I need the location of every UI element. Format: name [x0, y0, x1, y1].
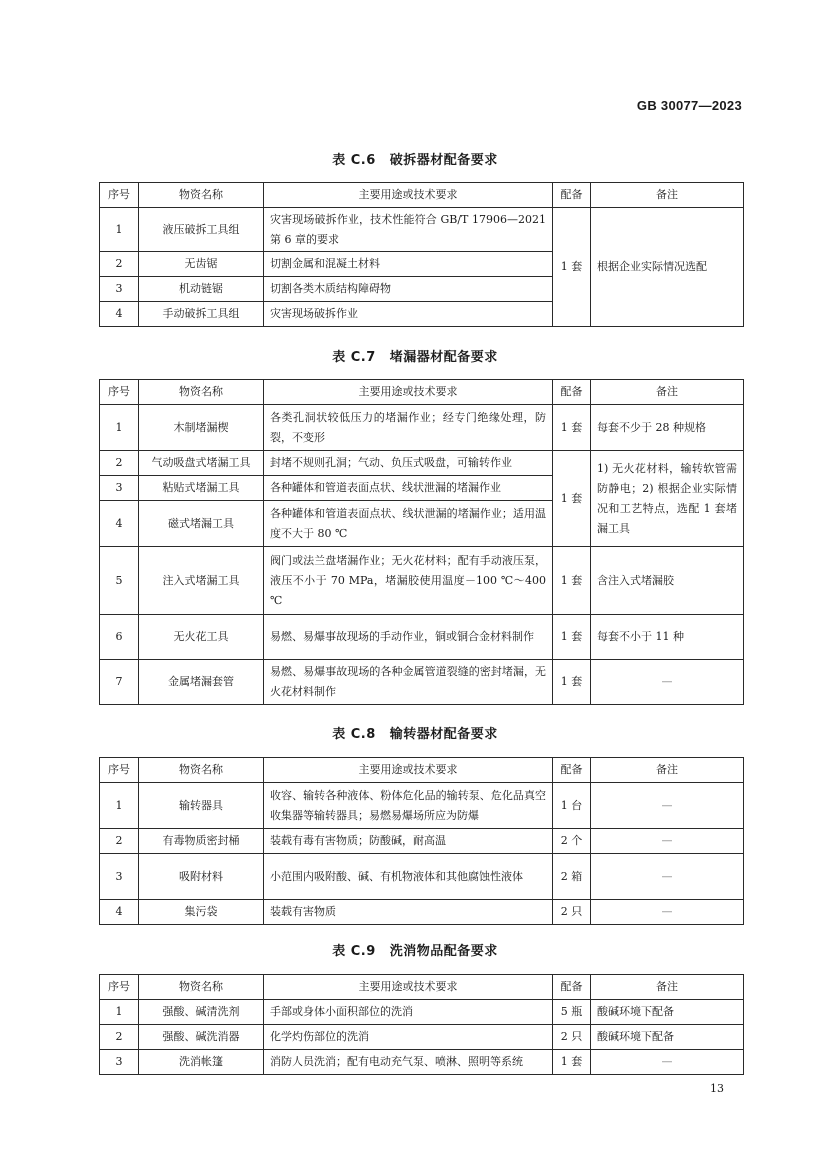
- row-use: 灾害现场破拆作业，技术性能符合 GB/T 17906—2021 第 6 章的要求: [264, 208, 553, 252]
- col-header-name: 物资名称: [139, 758, 264, 783]
- row-no: 2: [100, 829, 139, 854]
- row-no: 3: [100, 277, 139, 302]
- row-note: —: [591, 1050, 744, 1075]
- table-c8-title: 输转器材配备要求: [389, 727, 498, 742]
- row-qty: 1 套: [553, 615, 591, 660]
- row-use: 切割各类木质结构障碍物: [264, 277, 553, 302]
- col-header-qty: 配备: [553, 183, 591, 208]
- row-name: 吸附材料: [139, 854, 264, 900]
- col-header-note: 备注: [591, 758, 744, 783]
- table-row: [100, 615, 744, 660]
- row-name: 机动链锯: [139, 277, 264, 302]
- row-note: 每套不小于 11 种: [591, 615, 744, 660]
- table-row: [100, 1025, 744, 1050]
- row-name: 有毒物质密封桶: [139, 829, 264, 854]
- row-use: 灾害现场破拆作业: [264, 302, 553, 327]
- row-no: 1: [100, 208, 139, 252]
- row-no: 3: [100, 854, 139, 900]
- row-name: 木制堵漏楔: [139, 405, 264, 451]
- row-qty: 2 只: [553, 900, 591, 925]
- row-qty: 1 套: [553, 660, 591, 705]
- table-c7-title: 堵漏器材配备要求: [389, 350, 498, 365]
- row-no: 6: [100, 615, 139, 660]
- table-row: [100, 783, 744, 829]
- row-qty: 5 瓶: [553, 1000, 591, 1025]
- row-use: 小范围内吸附酸、碱、有机物液体和其他腐蚀性液体: [264, 854, 553, 900]
- row-name: 注入式堵漏工具: [139, 547, 264, 615]
- row-use: 易燃、易爆事故现场的手动作业，铜或铜合金材料制作: [264, 615, 553, 660]
- row-name: 强酸、碱清洗剂: [139, 1000, 264, 1025]
- col-header-use: 主要用途或技术要求: [264, 975, 553, 1000]
- row-no: 4: [100, 501, 139, 547]
- col-header-no: 序号: [100, 758, 139, 783]
- row-no: 4: [100, 302, 139, 327]
- row-no: 7: [100, 660, 139, 705]
- row-no: 3: [100, 1050, 139, 1075]
- row-use: 各种罐体和管道表面点状、线状泄漏的堵漏作业；适用温度不大于 80 ℃: [264, 501, 553, 547]
- row-note: 1) 无火花材料，输转软管需防静电；2) 根据企业实际情况和工艺特点，选配 1 套堵漏工具: [591, 451, 744, 547]
- row-no: 5: [100, 547, 139, 615]
- row-name: 强酸、碱洗消器: [139, 1025, 264, 1050]
- row-no: 2: [100, 252, 139, 277]
- table-row: [100, 1000, 744, 1025]
- row-name: 集污袋: [139, 900, 264, 925]
- row-use: 阀门或法兰盘堵漏作业；无火花材料；配有手动液压泵，液压不小于 70 MPa，堵漏胶使用温度－100 ℃～400 ℃: [264, 547, 553, 615]
- row-name: 金属堵漏套管: [139, 660, 264, 705]
- table-row: [100, 451, 744, 476]
- table-header-row: [100, 975, 744, 1000]
- row-name: 无齿锯: [139, 252, 264, 277]
- table-c9: [99, 974, 744, 1075]
- row-name: 气动吸盘式堵漏工具: [139, 451, 264, 476]
- row-qty: 1 套: [553, 405, 591, 451]
- col-header-use: 主要用途或技术要求: [264, 183, 553, 208]
- col-header-use: 主要用途或技术要求: [264, 380, 553, 405]
- row-no: 2: [100, 451, 139, 476]
- row-use: 各种罐体和管道表面点状、线状泄漏的堵漏作业: [264, 476, 553, 501]
- table-row: [100, 829, 744, 854]
- table-row: [100, 900, 744, 925]
- row-name: 输转器具: [139, 783, 264, 829]
- table-header-row: [100, 380, 744, 405]
- row-note: 每套不少于 28 种规格: [591, 405, 744, 451]
- table-c8-label: 表 C.8: [332, 727, 376, 742]
- row-note: —: [591, 783, 744, 829]
- row-note: 酸碱环境下配备: [591, 1025, 744, 1050]
- col-header-name: 物资名称: [139, 183, 264, 208]
- col-header-qty: 配备: [553, 975, 591, 1000]
- col-header-qty: 配备: [553, 380, 591, 405]
- table-c7: [99, 379, 744, 705]
- row-use: 装载有害物质: [264, 900, 553, 925]
- table-c6-title: 破拆器材配备要求: [389, 153, 498, 168]
- row-no: 1: [100, 1000, 139, 1025]
- row-qty: 1 套: [553, 547, 591, 615]
- col-header-no: 序号: [100, 975, 139, 1000]
- row-qty: 2 箱: [553, 854, 591, 900]
- row-qty: 2 只: [553, 1025, 591, 1050]
- table-c6-label: 表 C.6: [332, 153, 376, 168]
- row-use: 装载有毒有害物质；防酸碱，耐高温: [264, 829, 553, 854]
- row-name: 洗消帐篷: [139, 1050, 264, 1075]
- table-row: [100, 854, 744, 900]
- row-note: —: [591, 854, 744, 900]
- col-header-use: 主要用途或技术要求: [264, 758, 553, 783]
- row-note: —: [591, 829, 744, 854]
- table-row: [100, 1050, 744, 1075]
- col-header-note: 备注: [591, 380, 744, 405]
- page-number: 13: [710, 1082, 724, 1095]
- table-c6: [99, 182, 744, 327]
- row-name: 手动破拆工具组: [139, 302, 264, 327]
- row-use: 各类孔洞状较低压力的堵漏作业；经专门绝缘处理，防裂，不变形: [264, 405, 553, 451]
- table-c9-caption: [0, 940, 830, 959]
- col-header-no: 序号: [100, 380, 139, 405]
- row-no: 4: [100, 900, 139, 925]
- row-qty: 1 套: [553, 451, 591, 547]
- row-qty: 2 个: [553, 829, 591, 854]
- row-use: 手部或身体小面积部位的洗消: [264, 1000, 553, 1025]
- table-c8: [99, 757, 744, 925]
- row-name: 磁式堵漏工具: [139, 501, 264, 547]
- col-header-note: 备注: [591, 975, 744, 1000]
- table-row: [100, 208, 744, 252]
- row-use: 消防人员洗消；配有电动充气泵、喷淋、照明等系统: [264, 1050, 553, 1075]
- table-c6-caption: [0, 149, 830, 168]
- row-note: 含注入式堵漏胶: [591, 547, 744, 615]
- row-name: 粘贴式堵漏工具: [139, 476, 264, 501]
- table-row: [100, 660, 744, 705]
- table-c7-label: 表 C.7: [332, 350, 376, 365]
- table-header-row: [100, 758, 744, 783]
- table-header-row: [100, 183, 744, 208]
- row-note: —: [591, 900, 744, 925]
- row-no: 1: [100, 783, 139, 829]
- col-header-note: 备注: [591, 183, 744, 208]
- row-name: 液压破拆工具组: [139, 208, 264, 252]
- row-use: 切割金属和混凝土材料: [264, 252, 553, 277]
- row-use: 封堵不规则孔洞；气动、负压式吸盘，可输转作业: [264, 451, 553, 476]
- row-no: 1: [100, 405, 139, 451]
- table-row: [100, 405, 744, 451]
- row-use: 收容、输转各种液体、粉体危化品的输转泵、危化品真空收集器等输转器具；易燃易爆场所应为防爆: [264, 783, 553, 829]
- row-use: 易燃、易爆事故现场的各种金属管道裂缝的密封堵漏，无火花材料制作: [264, 660, 553, 705]
- row-note: 根据企业实际情况选配: [591, 208, 744, 327]
- standard-code: GB 30077—2023: [636, 98, 742, 113]
- row-qty: 1 台: [553, 783, 591, 829]
- table-c7-caption: [0, 346, 830, 365]
- col-header-name: 物资名称: [139, 380, 264, 405]
- col-header-qty: 配备: [553, 758, 591, 783]
- row-qty: 1 套: [553, 208, 591, 327]
- row-no: 2: [100, 1025, 139, 1050]
- table-row: [100, 547, 744, 615]
- table-c9-label: 表 C.9: [332, 944, 376, 959]
- col-header-name: 物资名称: [139, 975, 264, 1000]
- table-c9-title: 洗消物品配备要求: [389, 944, 498, 959]
- row-note: —: [591, 660, 744, 705]
- row-no: 3: [100, 476, 139, 501]
- row-name: 无火花工具: [139, 615, 264, 660]
- col-header-no: 序号: [100, 183, 139, 208]
- row-use: 化学灼伤部位的洗消: [264, 1025, 553, 1050]
- table-c8-caption: [0, 723, 830, 742]
- row-qty: 1 套: [553, 1050, 591, 1075]
- row-note: 酸碱环境下配备: [591, 1000, 744, 1025]
